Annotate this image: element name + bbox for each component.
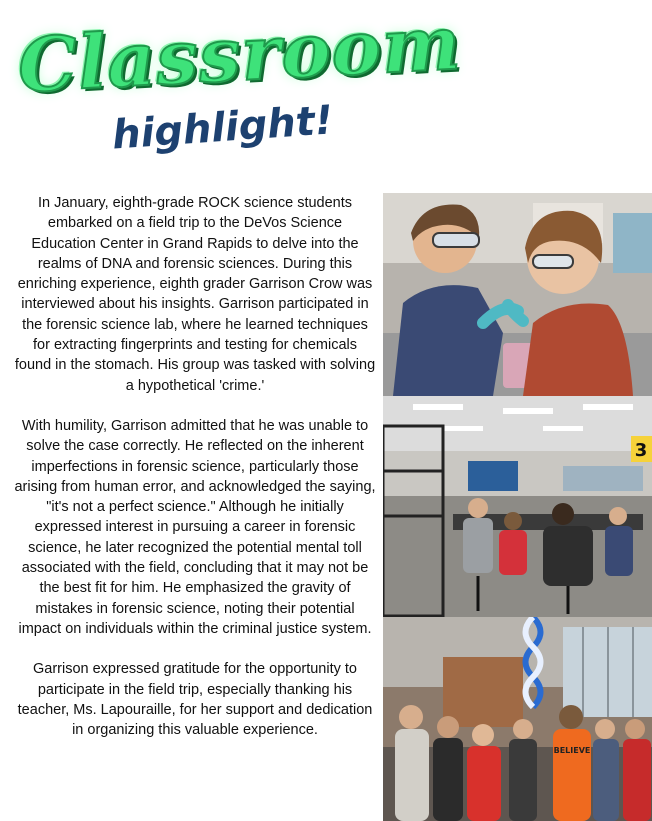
photo-column xyxy=(383,193,652,821)
article-paragraph: With humility, Garrison admitted that he was unable to solve the case correctly. He reflected on the inherent imperfections in forensic science, particularly those arising from human error, and acknowledged the saying, "it's not a perfect science." Although he initially expressed interest in pursuing a career in forensic science, he later recognized the potential mental toll associated with the field, concluding that it may not be the best fit for him. He emphasized the gravity of mistakes in forensic science, noting their potential impact on individuals within the criminal justice system. xyxy=(14,417,376,637)
photo-students-lab-bench xyxy=(383,193,652,396)
photo-lab-room xyxy=(383,396,652,617)
heading-title: Classroom xyxy=(16,0,464,110)
article-paragraph: In January, eighth-grade ROCK science students embarked on a field trip to the DeVos Science Education Center in Grand Rapids to delve into the realms of DNA and forensic sciences. During this enriching experience, eighth grader Garrison Crow was interviewed about his insights. Garrison participated in the forensic science lab, where he learned techniques for extracting fingerprints and testing for chemicals found in the stomach. His group was tasked with solving a hypothetical 'crime.' xyxy=(14,195,376,394)
shirt-lettering: BELIEVE xyxy=(553,746,591,755)
article-paragraph: Garrison expressed gratitude for the opportunity to participate in the field trip, especially thanking his teacher, Ms. Lapouraille, for her support and dedication in organizing this valuable experience. xyxy=(17,661,373,739)
photo-science-center-lobby xyxy=(383,617,652,821)
lab-station-number: 3 xyxy=(634,440,648,461)
heading-subtitle: highlight! xyxy=(110,97,335,159)
article-body xyxy=(14,193,376,760)
heading xyxy=(0,0,464,175)
